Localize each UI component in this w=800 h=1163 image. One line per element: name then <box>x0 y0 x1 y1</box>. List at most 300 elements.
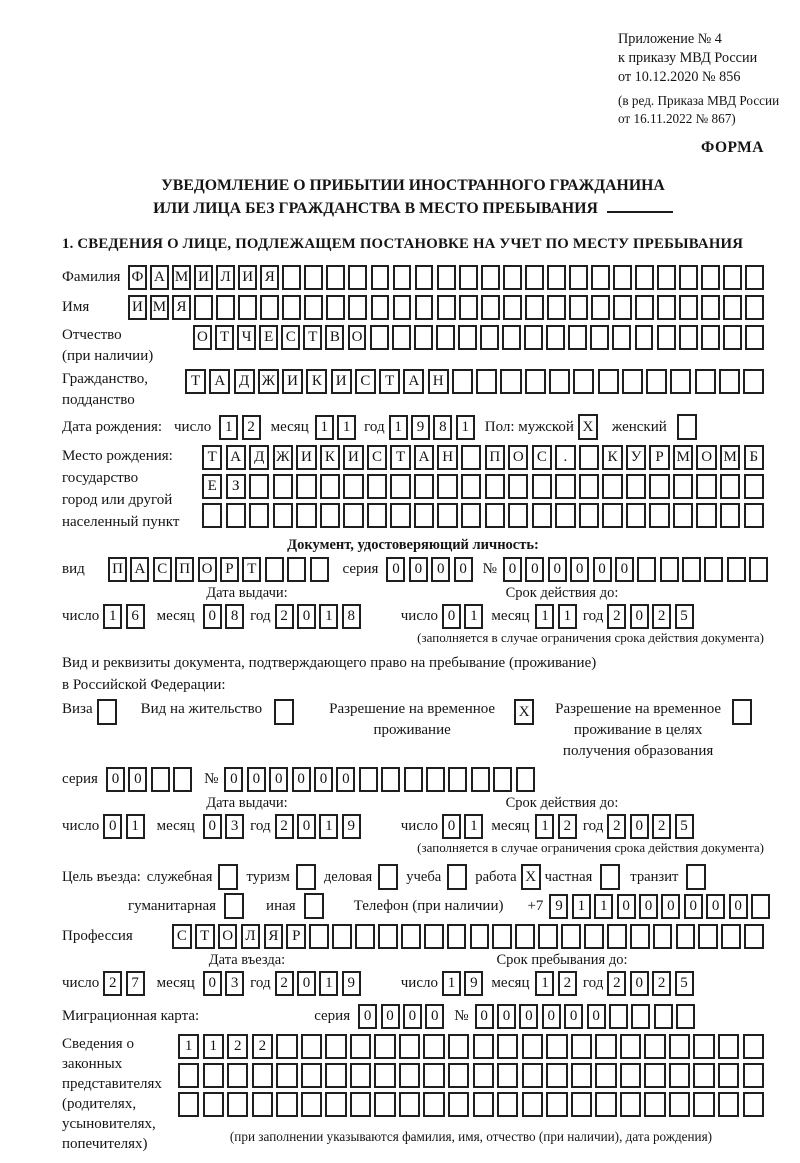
char-cell[interactable] <box>751 894 770 919</box>
char-cell[interactable] <box>492 924 512 949</box>
char-cell[interactable]: 0 <box>548 557 567 582</box>
char-cell[interactable]: 0 <box>269 767 288 792</box>
residence-permit-checkbox[interactable] <box>274 699 294 725</box>
char-cell[interactable]: 0 <box>503 557 522 582</box>
char-cell[interactable] <box>744 474 764 499</box>
char-cell[interactable]: 1 <box>319 814 338 839</box>
char-cell[interactable]: Я <box>172 295 191 320</box>
char-cell[interactable]: 0 <box>409 557 428 582</box>
char-cell[interactable]: 8 <box>225 604 244 629</box>
char-cell[interactable] <box>301 1034 322 1059</box>
char-cell[interactable] <box>602 503 622 528</box>
char-cell[interactable]: О <box>218 924 238 949</box>
char-cell[interactable]: Е <box>202 474 222 499</box>
char-cell[interactable] <box>461 503 481 528</box>
char-cell[interactable] <box>326 265 345 290</box>
char-cell[interactable] <box>458 325 477 350</box>
char-cell[interactable] <box>673 503 693 528</box>
char-cell[interactable] <box>476 369 497 394</box>
char-cell[interactable] <box>670 369 691 394</box>
char-cell[interactable] <box>282 265 301 290</box>
char-cell[interactable] <box>569 265 588 290</box>
char-cell[interactable] <box>631 1004 650 1029</box>
char-cell[interactable]: 0 <box>639 894 658 919</box>
char-cell[interactable] <box>745 295 764 320</box>
sex-male-checkbox[interactable]: X <box>578 414 598 440</box>
char-cell[interactable]: 9 <box>411 415 430 440</box>
char-cell[interactable] <box>374 1092 395 1117</box>
char-cell[interactable] <box>693 1092 714 1117</box>
char-cell[interactable]: Р <box>286 924 306 949</box>
char-cell[interactable]: 2 <box>275 971 294 996</box>
char-cell[interactable] <box>679 265 698 290</box>
char-cell[interactable]: 9 <box>342 814 361 839</box>
char-cell[interactable] <box>276 1034 297 1059</box>
char-cell[interactable] <box>522 1092 543 1117</box>
char-cell[interactable]: 2 <box>558 814 577 839</box>
char-cell[interactable]: 1 <box>558 604 577 629</box>
char-cell[interactable]: И <box>282 369 303 394</box>
char-cell[interactable] <box>508 503 528 528</box>
char-cell[interactable] <box>744 503 764 528</box>
char-cell[interactable]: 1 <box>178 1034 199 1059</box>
char-cell[interactable]: Я <box>260 265 279 290</box>
char-cell[interactable] <box>546 1092 567 1117</box>
char-cell[interactable] <box>573 369 594 394</box>
char-cell[interactable] <box>584 924 604 949</box>
char-cell[interactable] <box>393 295 412 320</box>
char-cell[interactable]: З <box>226 474 246 499</box>
char-cell[interactable]: 0 <box>497 1004 516 1029</box>
char-cell[interactable] <box>415 265 434 290</box>
char-cell[interactable]: 0 <box>314 767 333 792</box>
char-cell[interactable]: 0 <box>593 557 612 582</box>
char-cell[interactable]: 0 <box>617 894 636 919</box>
char-cell[interactable]: 1 <box>572 894 591 919</box>
char-cell[interactable] <box>238 295 257 320</box>
char-cell[interactable] <box>696 503 716 528</box>
char-cell[interactable] <box>252 1063 273 1088</box>
char-cell[interactable]: Ч <box>237 325 256 350</box>
char-cell[interactable] <box>414 474 434 499</box>
char-cell[interactable]: 2 <box>227 1034 248 1059</box>
char-cell[interactable] <box>404 767 423 792</box>
char-cell[interactable] <box>459 265 478 290</box>
char-cell[interactable]: 0 <box>519 1004 538 1029</box>
char-cell[interactable] <box>151 767 170 792</box>
char-cell[interactable] <box>325 1034 346 1059</box>
char-cell[interactable] <box>381 767 400 792</box>
char-cell[interactable] <box>325 1092 346 1117</box>
char-cell[interactable]: 1 <box>464 604 483 629</box>
char-cell[interactable] <box>679 295 698 320</box>
char-cell[interactable] <box>359 767 378 792</box>
char-cell[interactable]: У <box>626 445 646 470</box>
char-cell[interactable]: Ф <box>128 265 147 290</box>
char-cell[interactable] <box>348 295 367 320</box>
char-cell[interactable] <box>282 295 301 320</box>
char-cell[interactable]: И <box>194 265 213 290</box>
char-cell[interactable]: 9 <box>464 971 483 996</box>
char-cell[interactable] <box>473 1034 494 1059</box>
char-cell[interactable]: 0 <box>103 814 122 839</box>
char-cell[interactable]: Я <box>264 924 284 949</box>
char-cell[interactable]: А <box>130 557 149 582</box>
char-cell[interactable] <box>473 1063 494 1088</box>
char-cell[interactable]: 1 <box>464 814 483 839</box>
char-cell[interactable]: 1 <box>535 604 554 629</box>
char-cell[interactable]: 2 <box>652 971 671 996</box>
char-cell[interactable] <box>392 325 411 350</box>
char-cell[interactable] <box>669 1092 690 1117</box>
char-cell[interactable]: 2 <box>652 814 671 839</box>
char-cell[interactable] <box>343 503 363 528</box>
purpose-business-checkbox[interactable] <box>378 864 398 890</box>
char-cell[interactable]: О <box>348 325 367 350</box>
char-cell[interactable] <box>320 474 340 499</box>
char-cell[interactable]: Т <box>185 369 206 394</box>
char-cell[interactable] <box>595 1034 616 1059</box>
char-cell[interactable]: И <box>128 295 147 320</box>
char-cell[interactable] <box>682 557 701 582</box>
char-cell[interactable] <box>423 1034 444 1059</box>
char-cell[interactable]: 5 <box>675 971 694 996</box>
char-cell[interactable] <box>203 1063 224 1088</box>
char-cell[interactable] <box>745 265 764 290</box>
char-cell[interactable] <box>437 474 457 499</box>
char-cell[interactable]: Д <box>234 369 255 394</box>
char-cell[interactable]: 2 <box>652 604 671 629</box>
char-cell[interactable] <box>332 924 352 949</box>
char-cell[interactable]: 1 <box>389 415 408 440</box>
char-cell[interactable] <box>227 1063 248 1088</box>
char-cell[interactable] <box>304 295 323 320</box>
char-cell[interactable]: 1 <box>103 604 122 629</box>
char-cell[interactable] <box>649 474 669 499</box>
char-cell[interactable] <box>350 1034 371 1059</box>
char-cell[interactable]: 7 <box>126 971 145 996</box>
char-cell[interactable]: 1 <box>535 814 554 839</box>
char-cell[interactable] <box>591 295 610 320</box>
char-cell[interactable] <box>657 265 676 290</box>
char-cell[interactable]: 0 <box>542 1004 561 1029</box>
char-cell[interactable]: 1 <box>535 971 554 996</box>
char-cell[interactable]: 1 <box>203 1034 224 1059</box>
char-cell[interactable]: Д <box>249 445 269 470</box>
char-cell[interactable] <box>260 295 279 320</box>
char-cell[interactable] <box>547 295 566 320</box>
char-cell[interactable] <box>448 767 467 792</box>
char-cell[interactable] <box>569 295 588 320</box>
char-cell[interactable] <box>378 924 398 949</box>
char-cell[interactable] <box>547 265 566 290</box>
char-cell[interactable] <box>203 1092 224 1117</box>
char-cell[interactable] <box>549 369 570 394</box>
char-cell[interactable]: 2 <box>607 604 626 629</box>
char-cell[interactable] <box>370 325 389 350</box>
char-cell[interactable] <box>555 474 575 499</box>
char-cell[interactable]: 3 <box>225 814 244 839</box>
char-cell[interactable] <box>532 474 552 499</box>
char-cell[interactable]: Л <box>216 265 235 290</box>
char-cell[interactable] <box>743 1034 764 1059</box>
char-cell[interactable]: 0 <box>442 814 461 839</box>
char-cell[interactable] <box>473 1092 494 1117</box>
char-cell[interactable] <box>497 1034 518 1059</box>
char-cell[interactable] <box>471 767 490 792</box>
char-cell[interactable]: А <box>226 445 246 470</box>
char-cell[interactable]: 2 <box>252 1034 273 1059</box>
char-cell[interactable] <box>448 1034 469 1059</box>
char-cell[interactable] <box>698 924 718 949</box>
char-cell[interactable]: А <box>209 369 230 394</box>
char-cell[interactable]: 0 <box>128 767 147 792</box>
char-cell[interactable]: 1 <box>456 415 475 440</box>
char-cell[interactable] <box>399 1063 420 1088</box>
char-cell[interactable]: 0 <box>381 1004 400 1029</box>
purpose-other-checkbox[interactable] <box>304 893 324 919</box>
char-cell[interactable]: 0 <box>729 894 748 919</box>
char-cell[interactable] <box>296 474 316 499</box>
char-cell[interactable] <box>480 325 499 350</box>
char-cell[interactable] <box>620 1092 641 1117</box>
char-cell[interactable]: 0 <box>297 814 316 839</box>
char-cell[interactable]: 6 <box>126 604 145 629</box>
char-cell[interactable] <box>673 474 693 499</box>
char-cell[interactable] <box>595 1063 616 1088</box>
char-cell[interactable]: 0 <box>706 894 725 919</box>
char-cell[interactable]: 0 <box>403 1004 422 1029</box>
char-cell[interactable] <box>481 295 500 320</box>
char-cell[interactable]: 2 <box>103 971 122 996</box>
char-cell[interactable]: 0 <box>297 971 316 996</box>
char-cell[interactable]: 0 <box>684 894 703 919</box>
char-cell[interactable] <box>461 445 481 470</box>
char-cell[interactable] <box>326 295 345 320</box>
char-cell[interactable]: И <box>238 265 257 290</box>
char-cell[interactable] <box>649 503 669 528</box>
char-cell[interactable] <box>598 369 619 394</box>
char-cell[interactable]: 9 <box>549 894 568 919</box>
char-cell[interactable]: 9 <box>342 971 361 996</box>
char-cell[interactable] <box>646 369 667 394</box>
char-cell[interactable]: И <box>343 445 363 470</box>
char-cell[interactable]: 0 <box>247 767 266 792</box>
char-cell[interactable]: К <box>602 445 622 470</box>
char-cell[interactable] <box>437 503 457 528</box>
char-cell[interactable] <box>676 1004 695 1029</box>
char-cell[interactable] <box>721 924 741 949</box>
char-cell[interactable] <box>424 924 444 949</box>
char-cell[interactable]: И <box>331 369 352 394</box>
char-cell[interactable] <box>644 1063 665 1088</box>
char-cell[interactable] <box>348 265 367 290</box>
char-cell[interactable] <box>371 295 390 320</box>
char-cell[interactable]: О <box>508 445 528 470</box>
char-cell[interactable] <box>249 474 269 499</box>
char-cell[interactable]: 1 <box>319 604 338 629</box>
char-cell[interactable] <box>265 557 284 582</box>
char-cell[interactable]: Т <box>390 445 410 470</box>
char-cell[interactable]: М <box>150 295 169 320</box>
char-cell[interactable]: М <box>673 445 693 470</box>
char-cell[interactable] <box>590 325 609 350</box>
char-cell[interactable] <box>423 1092 444 1117</box>
char-cell[interactable]: С <box>153 557 172 582</box>
char-cell[interactable] <box>701 295 720 320</box>
char-cell[interactable]: Т <box>242 557 261 582</box>
char-cell[interactable] <box>227 1092 248 1117</box>
char-cell[interactable] <box>695 369 716 394</box>
char-cell[interactable] <box>669 1063 690 1088</box>
char-cell[interactable]: 0 <box>203 604 222 629</box>
char-cell[interactable]: Н <box>428 369 449 394</box>
visa-checkbox[interactable] <box>97 699 117 725</box>
char-cell[interactable]: 0 <box>358 1004 377 1029</box>
char-cell[interactable] <box>743 1092 764 1117</box>
char-cell[interactable]: Л <box>241 924 261 949</box>
char-cell[interactable] <box>626 474 646 499</box>
char-cell[interactable] <box>525 265 544 290</box>
char-cell[interactable] <box>749 557 768 582</box>
char-cell[interactable]: О <box>198 557 217 582</box>
char-cell[interactable] <box>745 325 764 350</box>
char-cell[interactable]: М <box>172 265 191 290</box>
char-cell[interactable] <box>568 325 587 350</box>
char-cell[interactable]: 2 <box>275 814 294 839</box>
char-cell[interactable] <box>301 1063 322 1088</box>
char-cell[interactable] <box>571 1092 592 1117</box>
char-cell[interactable] <box>320 503 340 528</box>
char-cell[interactable] <box>626 503 646 528</box>
char-cell[interactable] <box>459 295 478 320</box>
char-cell[interactable] <box>485 474 505 499</box>
char-cell[interactable] <box>423 1063 444 1088</box>
char-cell[interactable]: Б <box>744 445 764 470</box>
char-cell[interactable] <box>657 325 676 350</box>
char-cell[interactable]: 1 <box>126 814 145 839</box>
char-cell[interactable] <box>437 265 456 290</box>
purpose-official-checkbox[interactable] <box>218 864 238 890</box>
char-cell[interactable] <box>720 503 740 528</box>
char-cell[interactable] <box>612 325 631 350</box>
char-cell[interactable] <box>493 767 512 792</box>
char-cell[interactable] <box>719 369 740 394</box>
char-cell[interactable] <box>367 503 387 528</box>
char-cell[interactable] <box>249 503 269 528</box>
char-cell[interactable] <box>696 474 716 499</box>
char-cell[interactable] <box>516 767 535 792</box>
char-cell[interactable]: 2 <box>558 971 577 996</box>
char-cell[interactable] <box>276 1092 297 1117</box>
char-cell[interactable] <box>503 295 522 320</box>
char-cell[interactable]: 2 <box>607 814 626 839</box>
char-cell[interactable] <box>415 295 434 320</box>
char-cell[interactable] <box>276 1063 297 1088</box>
char-cell[interactable]: 0 <box>425 1004 444 1029</box>
char-cell[interactable] <box>252 1092 273 1117</box>
char-cell[interactable] <box>657 295 676 320</box>
char-cell[interactable] <box>676 924 696 949</box>
char-cell[interactable]: А <box>403 369 424 394</box>
char-cell[interactable] <box>202 503 222 528</box>
char-cell[interactable]: С <box>281 325 300 350</box>
char-cell[interactable] <box>515 924 535 949</box>
char-cell[interactable] <box>723 265 742 290</box>
char-cell[interactable]: П <box>175 557 194 582</box>
char-cell[interactable] <box>194 295 213 320</box>
char-cell[interactable] <box>653 924 673 949</box>
char-cell[interactable]: 0 <box>336 767 355 792</box>
char-cell[interactable] <box>622 369 643 394</box>
char-cell[interactable]: 0 <box>525 557 544 582</box>
char-cell[interactable] <box>744 924 764 949</box>
char-cell[interactable]: Ж <box>258 369 279 394</box>
char-cell[interactable] <box>401 924 421 949</box>
char-cell[interactable]: 2 <box>275 604 294 629</box>
char-cell[interactable]: 5 <box>675 604 694 629</box>
char-cell[interactable]: 0 <box>570 557 589 582</box>
char-cell[interactable] <box>350 1092 371 1117</box>
char-cell[interactable] <box>173 767 192 792</box>
char-cell[interactable]: Т <box>303 325 322 350</box>
char-cell[interactable]: Ж <box>273 445 293 470</box>
char-cell[interactable] <box>485 503 505 528</box>
char-cell[interactable]: О <box>193 325 212 350</box>
char-cell[interactable] <box>524 325 543 350</box>
char-cell[interactable] <box>508 474 528 499</box>
char-cell[interactable] <box>287 557 306 582</box>
char-cell[interactable]: 1 <box>442 971 461 996</box>
sex-female-checkbox[interactable] <box>677 414 697 440</box>
char-cell[interactable] <box>654 1004 673 1029</box>
char-cell[interactable] <box>470 924 490 949</box>
char-cell[interactable]: 0 <box>475 1004 494 1029</box>
char-cell[interactable] <box>448 1063 469 1088</box>
char-cell[interactable] <box>591 265 610 290</box>
char-cell[interactable] <box>635 295 654 320</box>
char-cell[interactable]: 8 <box>342 604 361 629</box>
char-cell[interactable]: 0 <box>431 557 450 582</box>
char-cell[interactable] <box>701 325 720 350</box>
char-cell[interactable] <box>660 557 679 582</box>
char-cell[interactable]: 0 <box>630 604 649 629</box>
char-cell[interactable]: Р <box>649 445 669 470</box>
char-cell[interactable] <box>178 1063 199 1088</box>
char-cell[interactable]: 0 <box>454 557 473 582</box>
char-cell[interactable] <box>522 1034 543 1059</box>
char-cell[interactable] <box>693 1063 714 1088</box>
char-cell[interactable] <box>723 325 742 350</box>
char-cell[interactable] <box>367 474 387 499</box>
purpose-study-checkbox[interactable] <box>447 864 467 890</box>
char-cell[interactable] <box>399 1092 420 1117</box>
char-cell[interactable] <box>620 1063 641 1088</box>
char-cell[interactable]: К <box>320 445 340 470</box>
char-cell[interactable] <box>644 1034 665 1059</box>
char-cell[interactable] <box>178 1092 199 1117</box>
char-cell[interactable]: П <box>485 445 505 470</box>
char-cell[interactable] <box>635 265 654 290</box>
char-cell[interactable] <box>630 924 650 949</box>
char-cell[interactable]: А <box>150 265 169 290</box>
char-cell[interactable]: 0 <box>630 814 649 839</box>
char-cell[interactable] <box>500 369 521 394</box>
char-cell[interactable]: 5 <box>675 814 694 839</box>
char-cell[interactable] <box>525 295 544 320</box>
char-cell[interactable]: 8 <box>433 415 452 440</box>
char-cell[interactable] <box>525 369 546 394</box>
